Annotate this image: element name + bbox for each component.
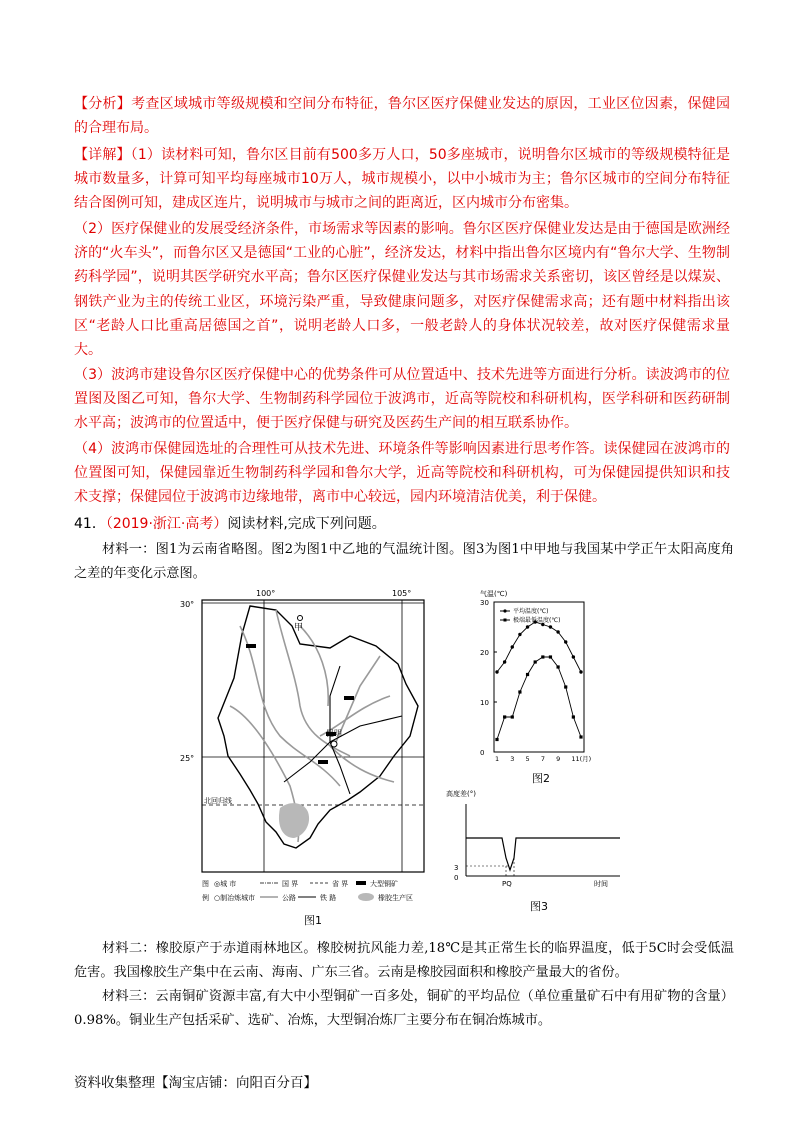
place-kunming-label: 昆明 [326,729,342,738]
svg-text:橡胶生产区: 橡胶生产区 [378,894,413,902]
fig2-mean-point [495,670,498,673]
detail-paragraph-3: （3）波鸿市建设鲁尔区医疗保健中心的优势条件可从位置适中、技术先进等方面进行分析。读波鸿市的位置图及图乙可知，鲁尔大学、生物制药科学园位于波鸿市，近高等院校和科研机构，医学科研和医药研制水平高；波鸿市的位置适中，便于医疗保健与研究及医药生产间的相互联系协作。 [74,367,730,432]
analysis-label: 【分析】 [74,96,132,112]
svg-text:国 界: 国 界 [282,880,299,888]
lon-100-label: 100° [256,589,276,598]
svg-text:图: 图 [202,880,209,888]
figure-2-chart [472,586,602,786]
copper-mine-marker [246,644,256,648]
fig2-plot-area [494,602,584,752]
fig2-ylabel: 气温(℃) [480,590,508,598]
fig2-series-mean-line [497,622,581,672]
lon-105-label: 105° [392,589,412,598]
analysis-text: 考查区域城市等级规模和空间分布特征，鲁尔区医疗保健业发达的原因，工业区位因素，保健园的合理布局。 [74,96,731,137]
question-number: 41． [74,516,106,532]
material-3: 材料三：云南铜矿资源丰富,有大中小型铜矿一百多处，铜矿的平均品位（单位重量矿石中有用矿物的含量）0.98%。铜业生产包括采矿、选矿、冶炼，大型铜冶炼厂主要分布在铜冶炼城市。 [74,989,734,1028]
question-41 [74,513,386,535]
fig2-xtick-label: 9 [556,755,561,763]
fig2-mean-point [511,645,514,648]
fig2-mean-point [549,625,552,628]
detail-paragraph-2: （2）医疗保健业的发展受经济条件，市场需求等因素的影响。鲁尔区医疗保健业发达是由于德国是欧洲经济的“火车头”，而鲁尔区又是德国“工业的心脏”，经济发达，材料中指出鲁尔区境内有“鲁尔大学、生物制药科学园”，说明其医学研究水平高；鲁尔区医疗保健业发达与其市场需求关系密切，该区曾经是以煤炭、钢铁产业为主的传统工业区，环境污染严重，导致健康问题多，对医疗保健需求高；还有题中材料指出该区“老龄人口比重高居德国之首”，说明老龄人口多，一般老龄人的身体状况较差，故对医疗保健需求量大。 [74,221,730,359]
fig2-series-min-line [497,657,581,740]
tropic-label: 北回归线 [204,797,232,805]
fig2-min-point [534,660,537,663]
fig2-mean-point [572,655,575,658]
fig2-xtick-label: 7 [540,755,545,763]
analysis-paragraph [74,92,730,140]
city-jia-marker [298,616,303,621]
fig2-ytick-label: 0 [480,749,485,757]
question-source: （2019·浙江·高考） [105,516,228,532]
fig3-xlabel: 时间 [594,880,608,888]
svg-text:◎城 市: ◎城 市 [214,880,237,888]
fig3-ytick-3: 3 [454,864,459,872]
question-prompt: 阅读材料,完成下列问题。 [227,516,386,532]
fig2-xtick-label: 11(月) [571,755,592,763]
figure-3-caption: 图3 [530,900,548,913]
fig2-min-point [579,735,582,738]
fig2-mean-point [564,640,567,643]
fig2-xtick-label: 5 [525,755,530,763]
fig2-xtick-label: 3 [510,755,515,763]
lat-25-label: 25° [180,754,195,763]
fig2-legend [500,607,560,624]
city-kunming-marker [331,741,337,747]
copper-mine-marker [344,696,354,700]
fig2-mean-point [556,630,559,633]
svg-text:○制冶炼城市: ○制冶炼城市 [214,894,256,902]
figure-1-legend [202,879,413,902]
lat-30-label: 30° [180,600,195,609]
detail-paragraph-1 [74,143,730,216]
svg-text:平均温度(℃): 平均温度(℃) [513,608,549,615]
fig2-min-point [526,673,529,676]
fig2-min-point [518,690,521,693]
detail-text-1: （1）读材料可知，鲁尔区目前有500多万人口，50多座城市，说明鲁尔区城市的等级规模特征是城市数量多，计算可知平均每座城市10万人，城市规模小，以中小城市为主；鲁尔区城市的空间分布特征结合图例可知，建成区连片，说明城市与城市之间的距离近，区内城市分布密集。 [74,147,730,212]
fig2-min-point [511,715,514,718]
svg-text:公路: 公路 [282,894,296,902]
svg-text:大型铜矿: 大型铜矿 [370,880,398,888]
page-footer: 资料收集整理【淘宝店铺：向阳百分百】 [74,1075,317,1091]
fig2-min-point [564,685,567,688]
figure-3-chart [444,786,624,916]
fig2-ytick-label: 20 [480,649,489,657]
place-jia-label: 甲 [294,623,304,633]
figure-1-map [180,586,442,931]
svg-text:铁 路: 铁 路 [320,894,337,902]
fig2-ytick-label: 10 [480,699,489,707]
detail-label: 【详解】 [74,147,131,163]
fig2-mean-point [526,625,529,628]
fig2-min-point [556,665,559,668]
fig2-mean-point [503,660,506,663]
fig3-ylabel: 高度差(°) [446,790,476,798]
fig2-mean-point [579,670,582,673]
svg-text:省 界: 省 界 [332,880,349,888]
fig3-curve [466,838,620,870]
fig2-min-point [549,655,552,658]
fig2-xtick-label: 1 [495,755,500,763]
figure-1-caption: 图1 [304,914,322,927]
svg-text:极端最低温度(℃): 极端最低温度(℃) [513,617,561,624]
fig2-ytick-label: 30 [480,599,489,607]
fig2-min-point [503,715,506,718]
material-2: 材料二：橡胶原产于赤道雨林地区。橡胶树抗风能力差,18℃是其正常生长的临界温度，低于5C时会受低温危害。我国橡胶生产集中在云南、海南、广东三省。云南是橡胶园面积和橡胶产量最大的省份。 [74,941,734,980]
copper-mine-marker [318,760,328,764]
figure-2-caption: 图2 [532,772,550,785]
fig2-min-point [541,655,544,658]
fig2-min-point [572,715,575,718]
fig2-mean-point [518,633,521,636]
fig3-ytick-0: 0 [454,874,459,882]
svg-text:例: 例 [202,894,209,902]
material-1: 材料一：图1为云南省略图。图2为图1中乙地的气温统计图。图3为图1中甲地与我国某中学正午太阳高度角之差的年变化示意图。 [74,542,734,581]
fig3-x-marks: PQ [502,880,512,888]
fig2-min-point [495,738,498,741]
detail-paragraph-4: （4）波鸿市保健园选址的合理性可从技术先进、环境条件等影响因素进行思考作答。读保健园在波鸿市的位置图可知，保健园靠近生物制药科学园和鲁尔大学，近高等院校和科研机构，可为保健园提供知识和技术支撑；保健园位于波鸿市边缘地带，离市中心较远，园内环境清洁优美，利于保健。 [74,441,730,506]
